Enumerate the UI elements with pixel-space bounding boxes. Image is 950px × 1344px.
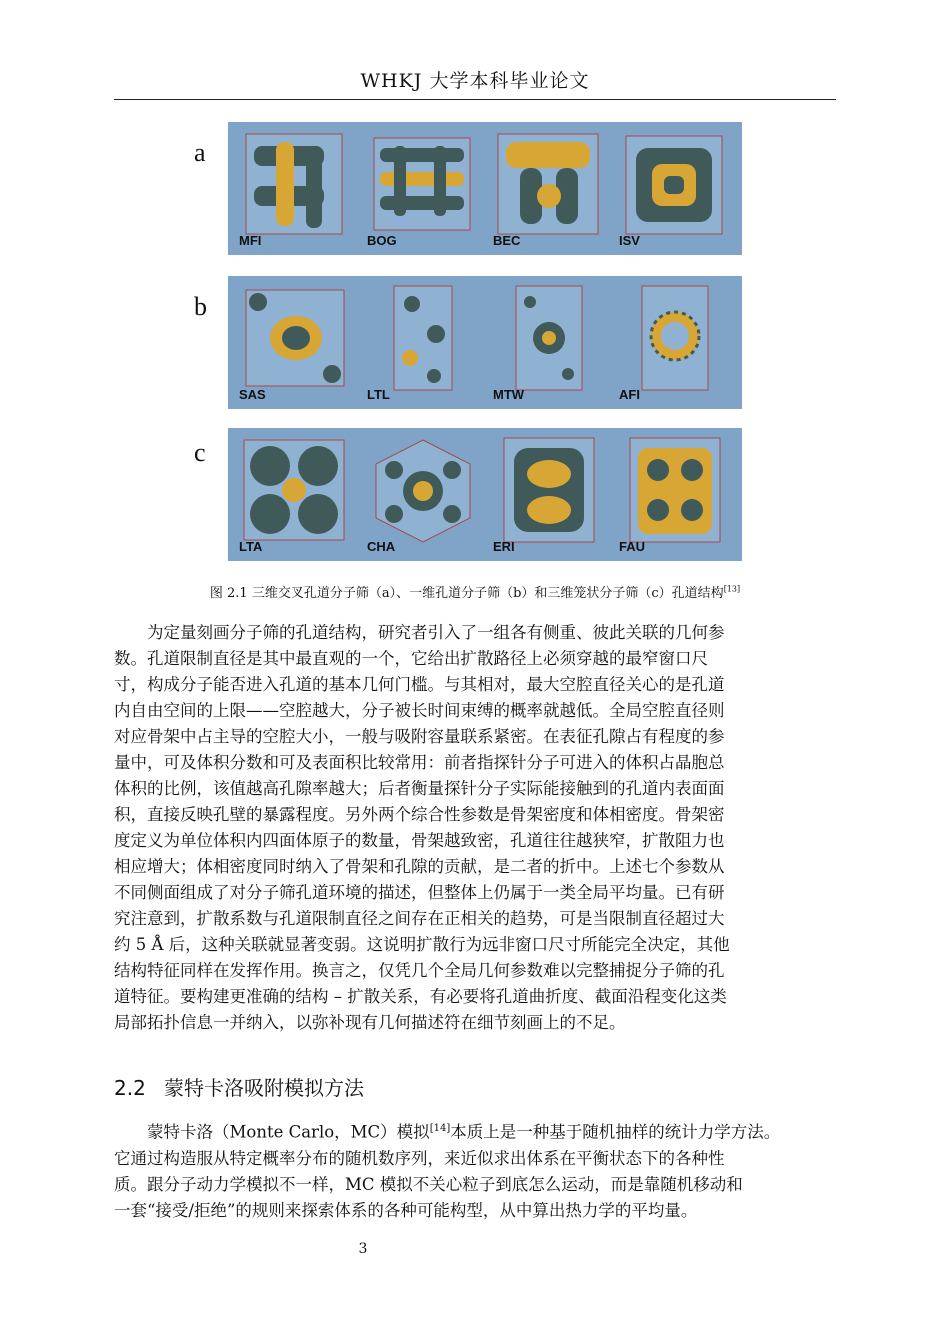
tile-label: BOG bbox=[367, 233, 397, 248]
section-title: 蒙特卡洛吸附模拟方法 bbox=[164, 1076, 364, 1100]
header-rule bbox=[114, 99, 836, 100]
zeolite-image-mtw bbox=[490, 282, 608, 402]
zeolite-image-fau bbox=[616, 434, 734, 554]
panel-row-a bbox=[228, 122, 742, 255]
tile-label: MTW bbox=[493, 387, 525, 402]
caption-citation: [13] bbox=[723, 584, 741, 594]
tile-label: LTA bbox=[239, 539, 263, 554]
zeolite-image-bog bbox=[364, 128, 482, 248]
zeolite-image-sas bbox=[236, 282, 354, 402]
zeolite-image-afi bbox=[616, 282, 734, 402]
zeolite-image-lta bbox=[236, 434, 354, 554]
tile-label: ISV bbox=[619, 233, 640, 248]
page-header: WHKJ 大学本科毕业论文 bbox=[360, 70, 590, 92]
caption-text: 图 2.1 三维交叉孔道分子筛（a）、一维孔道分子筛（b）和三维笼状分子筛（c）孔道结构 bbox=[209, 586, 724, 601]
tile-label: FAU bbox=[619, 539, 645, 554]
row-letter-c: c bbox=[194, 438, 206, 467]
text-line: 度定义为单位体积内四面体原子的数量，骨架越致密，孔道往往越狭窄，扩散阻力也 bbox=[114, 831, 725, 850]
paragraph-pore-descriptors bbox=[114, 620, 836, 1036]
zeolite-image-cha bbox=[364, 434, 482, 554]
tile-label: SAS bbox=[239, 387, 266, 402]
section-number: 2.2 bbox=[114, 1076, 146, 1100]
text-line: 一套“接受/拒绝”的规则来探索体系的各种可能构型，从中算出热力学的平均量。 bbox=[114, 1200, 698, 1220]
text-line: 它通过构造服从特定概率分布的随机数序列，来近似求出体系在平衡状态下的各种性 bbox=[114, 1148, 725, 1168]
text-line: 为定量刻画分子筛的孔道结构，研究者引入了一组各有侧重、彼此关联的几何参 bbox=[147, 623, 725, 642]
text-line: 道特征。要构建更准确的结构 – 扩散关系，有必要将孔道曲折度、截面沿程变化这类 bbox=[114, 987, 727, 1006]
zeolite-image-bec bbox=[490, 128, 608, 248]
paragraph-monte-carlo bbox=[114, 1116, 836, 1224]
text-line: 内自由空间的上限——空腔越大，分子被长时间束缚的概率就越低。全局空腔直径则 bbox=[114, 701, 725, 720]
text-line: 量中，可及体积分数和可及表面积比较常用：前者指探针分子可进入的体积占晶胞总 bbox=[114, 753, 725, 772]
text-line: 质。跟分子动力学模拟不一样，MC 模拟不关心粒子到底怎么运动，而是靠随机移动和 bbox=[114, 1174, 743, 1194]
panel-row-c bbox=[228, 428, 742, 561]
text-line: 究注意到，扩散系数与孔道限制直径之间存在正相关的趋势，可是当限制直径超过大 bbox=[114, 909, 725, 928]
text-line: 不同侧面组成了对分子筛孔道环境的描述，但整体上仍属于一类全局平均量。已有研 bbox=[114, 883, 725, 902]
zeolite-image-isv bbox=[616, 128, 734, 248]
page-number: 3 bbox=[358, 1241, 368, 1257]
tile-label: AFI bbox=[619, 387, 640, 402]
text-line: 数。孔道限制直径是其中最直观的一个，它给出扩散路径上必须穿越的最窄窗口尺 bbox=[114, 649, 708, 668]
text-line: 相应增大；体相密度同时纳入了骨架和孔隙的贡献，是二者的折中。上述七个参数从 bbox=[114, 857, 725, 876]
citation: [14] bbox=[429, 1123, 451, 1134]
tile-label: CHA bbox=[367, 539, 396, 554]
text-line: 局部拓扑信息一并纳入，以弥补现有几何描述符在细节刻画上的不足。 bbox=[114, 1013, 626, 1032]
text-line: 体积的比例，该值越高孔隙率越大；后者衡量探针分子实际能接触到的孔道内表面面 bbox=[114, 779, 725, 798]
text-line: 约 5 Å 后，这种关联就显著变弱。这说明扩散行为远非窗口尺寸所能完全决定，其他 bbox=[114, 935, 730, 954]
text-line: 结构特征同样在发挥作用。换言之，仅凭几个全局几何参数难以完整捕捉分子筛的孔 bbox=[114, 961, 725, 980]
text-run: 蒙特卡洛（Monte Carlo，MC）模拟 bbox=[147, 1122, 430, 1142]
text-line bbox=[114, 1116, 836, 1146]
zeolite-image-ltl bbox=[364, 282, 482, 402]
zeolite-image-eri bbox=[490, 434, 608, 554]
figure-2-1 bbox=[190, 112, 770, 572]
row-letter-b: b bbox=[194, 292, 207, 321]
figure-caption bbox=[114, 582, 836, 601]
text-run: 本质上是一种基于随机抽样的统计力学方法。 bbox=[450, 1122, 781, 1142]
text-line: 寸，构成分子能否进入孔道的基本几何门槛。与其相对，最大空腔直径关心的是孔道 bbox=[114, 675, 725, 694]
tile-label: BEC bbox=[493, 233, 521, 248]
row-letter-a: a bbox=[194, 138, 206, 167]
tile-label: ERI bbox=[493, 539, 515, 554]
tile-label: MFI bbox=[239, 233, 262, 248]
text-line: 对应骨架中占主导的空腔大小，一般与吸附容量联系紧密。在表征孔隙占有程度的参 bbox=[114, 727, 725, 746]
panel-row-b bbox=[228, 276, 742, 409]
tile-label: LTL bbox=[367, 387, 390, 402]
zeolite-image-mfi bbox=[236, 128, 354, 248]
text-line: 积，直接反映孔壁的暴露程度。另外两个综合性参数是骨架密度和体相密度。骨架密 bbox=[114, 805, 725, 824]
section-heading bbox=[114, 1072, 364, 1101]
